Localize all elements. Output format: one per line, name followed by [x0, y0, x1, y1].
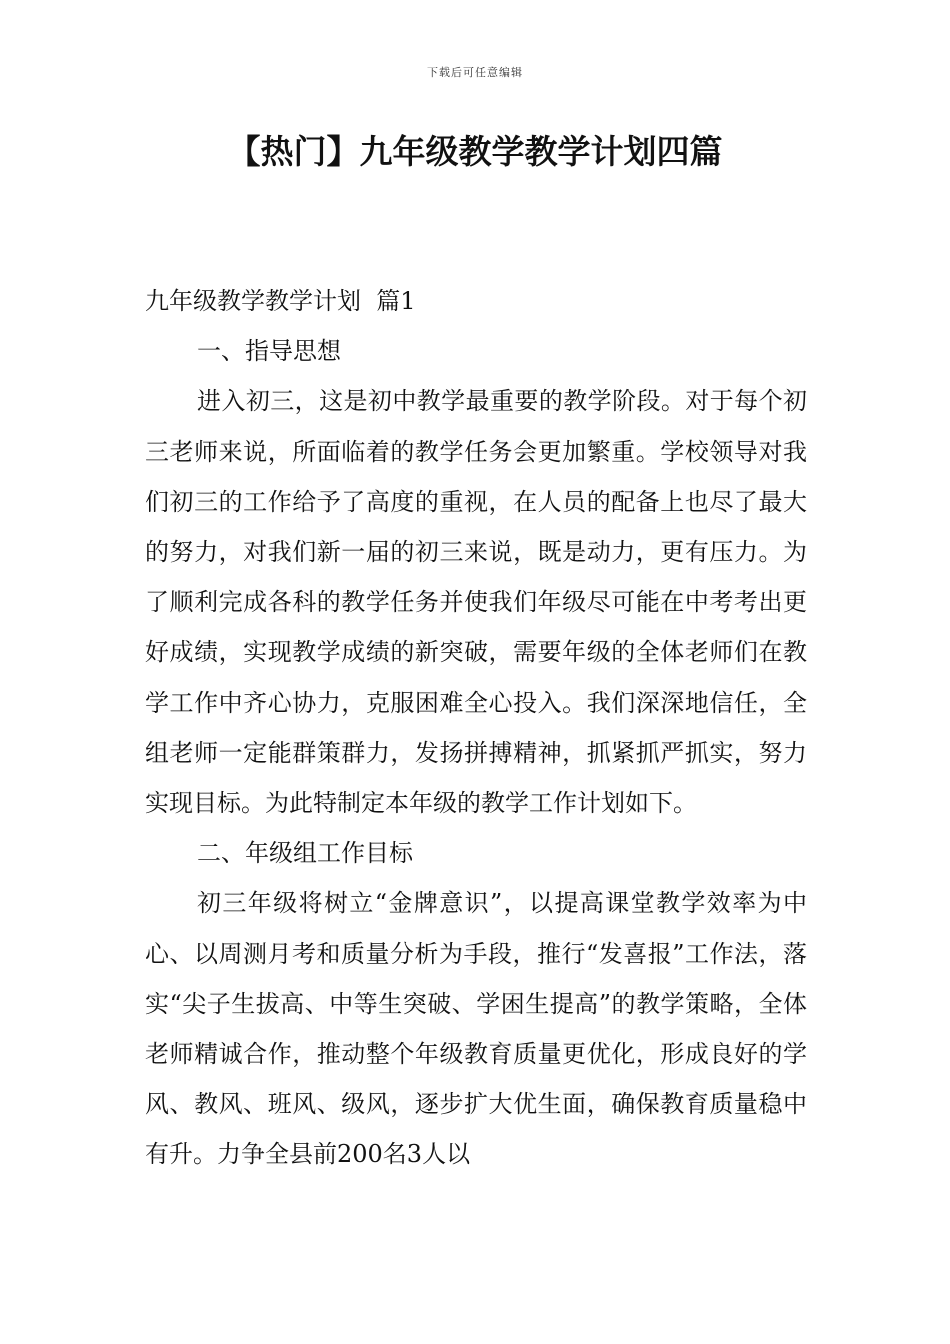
heading-grade-goals: 二、年级组工作目标 [197, 839, 413, 868]
paragraph-guiding-ideology: 进入初三，这是初中教学最重要的教学阶段。对于每个初三老师来说，所面临着的教学任务会更加繁重。学校领导对我们初三的工作给予了高度的重视，在人员的配备上也尽了最大的努力，对我们新一届的初三来说，既是动力，更有压力。为了顺利完成各科的教学任务并使我们年级尽可能在中考考出更好成绩，实现教学成绩的新突破，需要年级的全体老师们在教学工作中齐心协力，克服困难全心投入。我们深深地信任，全组老师一定能群策群力，发扬拼搏精神，抓紧抓严抓实，努力实现目标。为此特制定本年级的教学工作计划如下。 [145, 387, 807, 818]
heading-guiding-ideology: 一、指导思想 [197, 337, 341, 366]
section-heading: 九年级教学教学计划 篇1 [145, 287, 416, 315]
paragraph-grade-goals: 初三年级将树立“金牌意识”，以提高课堂教学效率为中心、以周测月考和质量分析为手段，推行“发喜报”工作法，落实“尖子生拔高、中等生突破、学困生提高”的教学策略，全体老师精诚合作，推动整个年级教育质量更优化，形成良好的学风、教风、班风、级风，逐步扩大优生面，确保教育质量稳中有升。力争全县前200名3人以 [145, 889, 807, 1169]
document-title: 【热门】九年级教学教学计划四篇 [227, 132, 723, 171]
header-note: 下载后可任意编辑 [427, 66, 523, 79]
document-body [145, 276, 807, 1180]
